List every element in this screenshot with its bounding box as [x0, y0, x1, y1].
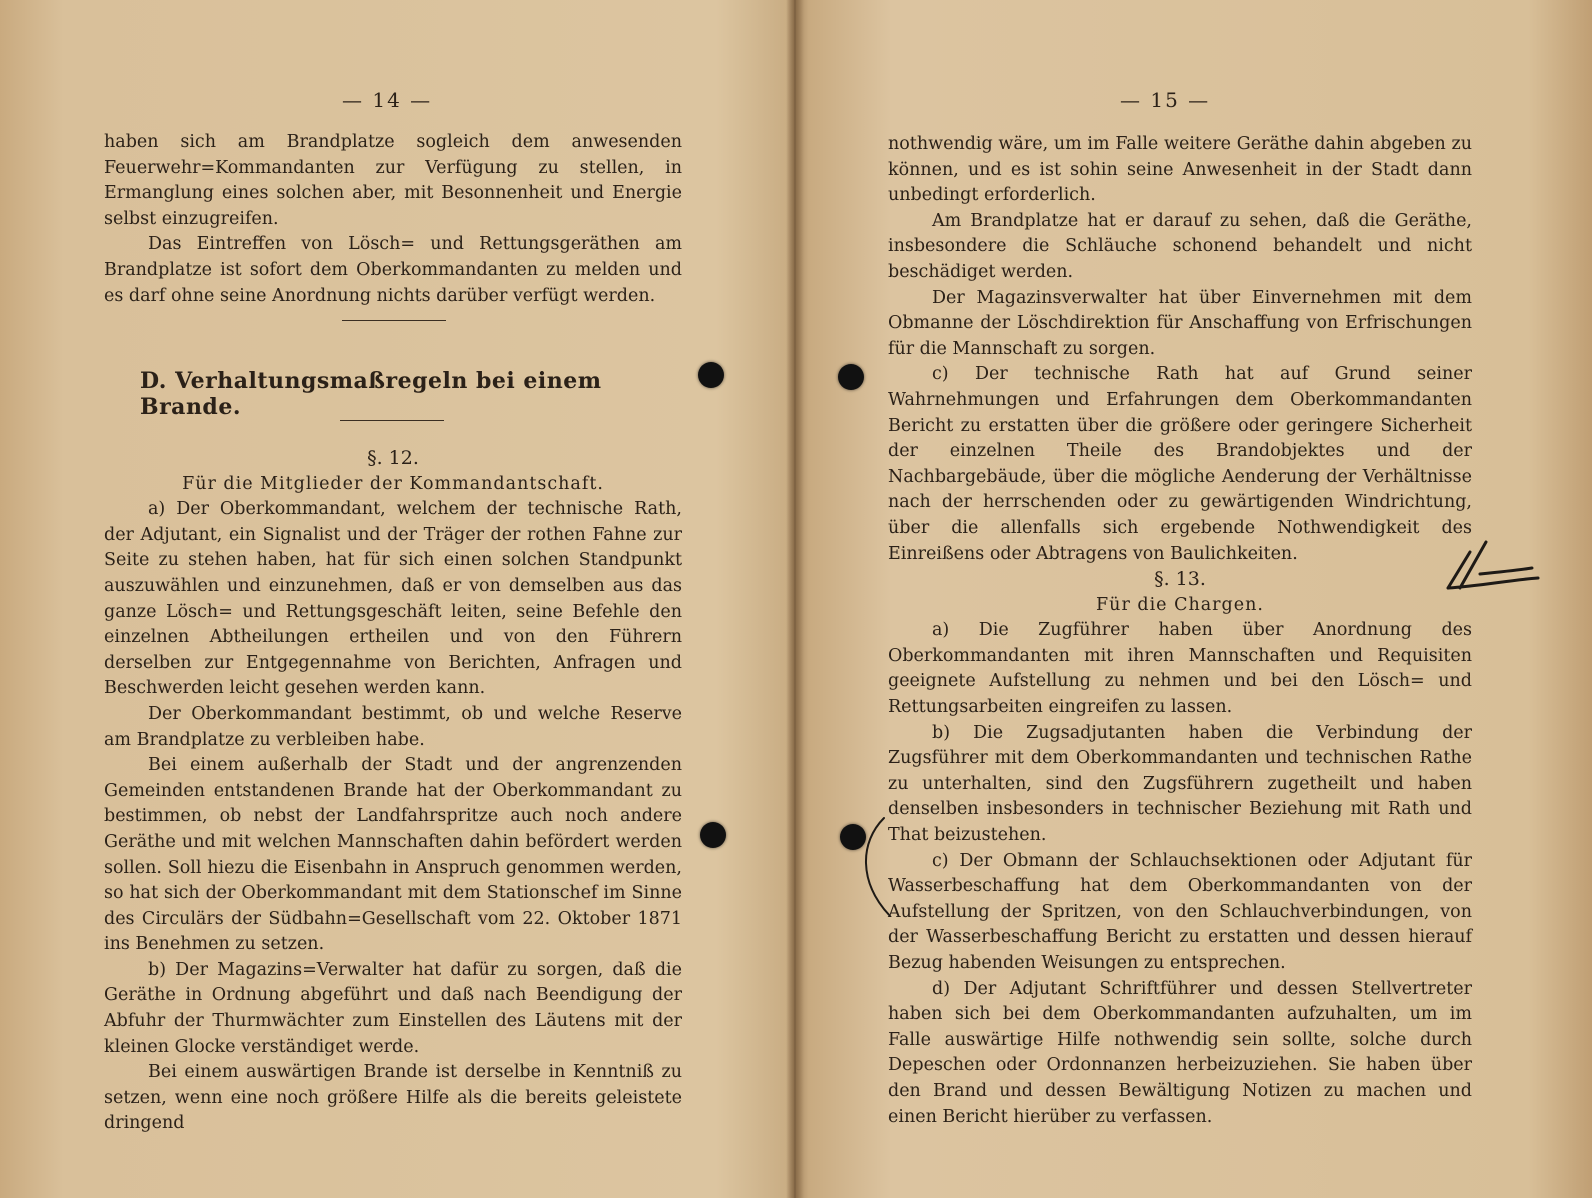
paragraph: c) Der Obmann der Schlauchsektionen oder Adjutant für Wasserbeschaffung hat dem Oberkommandanten von der Aufstellung der Spritzen, von den Schlauchverbindungen, von der Wasserbeschaffung Bericht zu erstatten und dessen hierauf Bezug habenden Weisungen zu entsprechen.	[888, 850, 1472, 973]
divider	[340, 420, 444, 421]
left-page	[0, 0, 792, 1198]
page-number: — 14 —	[342, 88, 433, 112]
page-number: — 15 —	[1120, 88, 1211, 112]
paragraph: nothwendig wäre, um im Falle weitere Geräthe dahin abgeben zu können, und es ist sohin seine Anwesenheit in der Stadt dann unbedingt erforderlich.	[888, 134, 1472, 206]
left-text-top	[104, 130, 682, 309]
right-page	[800, 0, 1592, 1198]
paragraph: b) Die Zugsadjutanten haben die Verbindung der Zugsführer mit dem Oberkommandanten und technischen Rathe zu unterhalten, sind den Zugsführern zugetheilt und haben denselben insbesonders in technischer Beziehung mit Rath und That beizustehen.	[888, 722, 1472, 846]
paragraph: d) Der Adjutant Schriftführer und dessen Stellvertreter haben sich bei dem Oberkommandanten aufzuhalten, um im Falle auswärtige Hilfe nothwendig sein sollte, solche durch Depeschen oder Ordonnanzen herbeizuziehen. Sie haben über den Brand und dessen Bewältigung Notizen zu machen und einen Bericht hierüber zu verfassen.	[888, 978, 1472, 1127]
paragraph: Der Magazinsverwalter hat über Einvernehmen mit dem Obmanne der Löschdirektion für Anschaffung von Erfrischungen für die Mannschaft zu sorgen.	[888, 287, 1472, 359]
divider	[342, 320, 446, 321]
margin-bracket-icon	[854, 812, 894, 922]
punch-hole	[700, 822, 726, 848]
paragraph: Am Brandplatze hat er darauf zu sehen, daß die Geräthe, insbesondere die Schläuche schonend behandelt und nicht beschädiget werden.	[888, 210, 1472, 282]
left-text-main	[104, 446, 682, 1137]
section-subtitle: Für die Mitglieder der Kommandantschaft.	[182, 473, 604, 494]
punch-hole	[838, 364, 864, 390]
paragraph: a) Der Oberkommandant, welchem der technische Rath, der Adjutant, ein Signalist und der Träger der rothen Fahne zur Seite zu stehen haben, hat für sich einen solchen Standpunkt auszuwählen und einzunehmen, daß er von demselben aus das ganze Lösch= und Rettungsgeschäft leiten, seine Befehle den einzelnen Abtheilungen ertheilen und von den Führern derselben zur Entgegennahme von Berichten, Anfragen und Beschwerden leicht gesehen werden kann.	[104, 499, 682, 699]
paragraph: Bei einem auswärtigen Brande ist derselbe in Kenntniß zu setzen, wenn eine noch größere Hilfe als die bereits geleistete dringend	[104, 1062, 682, 1134]
punch-hole	[698, 362, 724, 388]
pen-mark-icon	[1440, 530, 1550, 600]
paragraph: b) Der Magazins=Verwalter hat dafür zu sorgen, daß die Geräthe in Ordnung abgeführt und daß nach Beendigung der Abfuhr der Thurmwächter zum Einstellen des Läutens mit der kleinen Glocke verständiget werde.	[104, 959, 682, 1057]
right-text	[888, 132, 1472, 1130]
section-subtitle: Für die Chargen.	[1096, 594, 1264, 615]
paragraph: c) Der technische Rath hat auf Grund seiner Wahrnehmungen und Erfahrungen dem Oberkommandanten Bericht zu erstatten über die größere oder geringere Sicherheit der einzelnen Theile des Brandobjektes und der Nachbargebäude, über die mögliche Aenderung der Verhältnisse nach der herrschenden oder zu gewärtigenden Windrichtung, über die allenfalls sich ergebende Nothwendigkeit des Einreißens oder Abtragens von Baulichkeiten.	[888, 364, 1472, 564]
section-number: §. 13.	[1154, 568, 1206, 591]
paragraph: Der Oberkommandant bestimmt, ob und welche Reserve am Brandplatze zu verbleiben habe.	[104, 703, 682, 750]
section-number: §. 12.	[367, 447, 419, 469]
section-heading: D. Verhaltungsmaßregeln bei einem Brande.	[140, 368, 602, 420]
paragraph: haben sich am Brandplatze sogleich dem anwesenden Feuerwehr=Kommandanten zur Verfügung zu stellen, in Ermanglung eines solchen aber, mit Besonnenheit und Energie selbst einzugreifen.	[104, 132, 682, 229]
paragraph: Das Eintreffen von Lösch= und Rettungsgeräthen am Brandplatze ist sofort dem Oberkommandanten zu melden und es darf ohne seine Anordnung nichts darüber verfügt werden.	[104, 234, 682, 306]
paragraph: a) Die Zugführer haben über Anordnung des Oberkommandanten mit ihren Mannschaften und Requisiten geeignete Aufstellung zu nehmen und bei den Lösch= und Rettungsarbeiten eingreifen zu lassen.	[888, 620, 1472, 718]
paragraph: Bei einem außerhalb der Stadt und der angrenzenden Gemeinden entstandenen Brande hat der Oberkommandant zu bestimmen, ob nebst der Landfahrspritze auch noch andere Geräthe und mit welchen Mannschaften dahin befördert werden sollen. Soll hiezu die Eisenbahn in Anspruch genommen werden, so hat sich der Oberkommandant mit dem Stationschef im Sinne des Circulärs der Südbahn=Gesellschaft vom 22. Oktober 1871 ins Benehmen zu setzen.	[104, 755, 682, 955]
